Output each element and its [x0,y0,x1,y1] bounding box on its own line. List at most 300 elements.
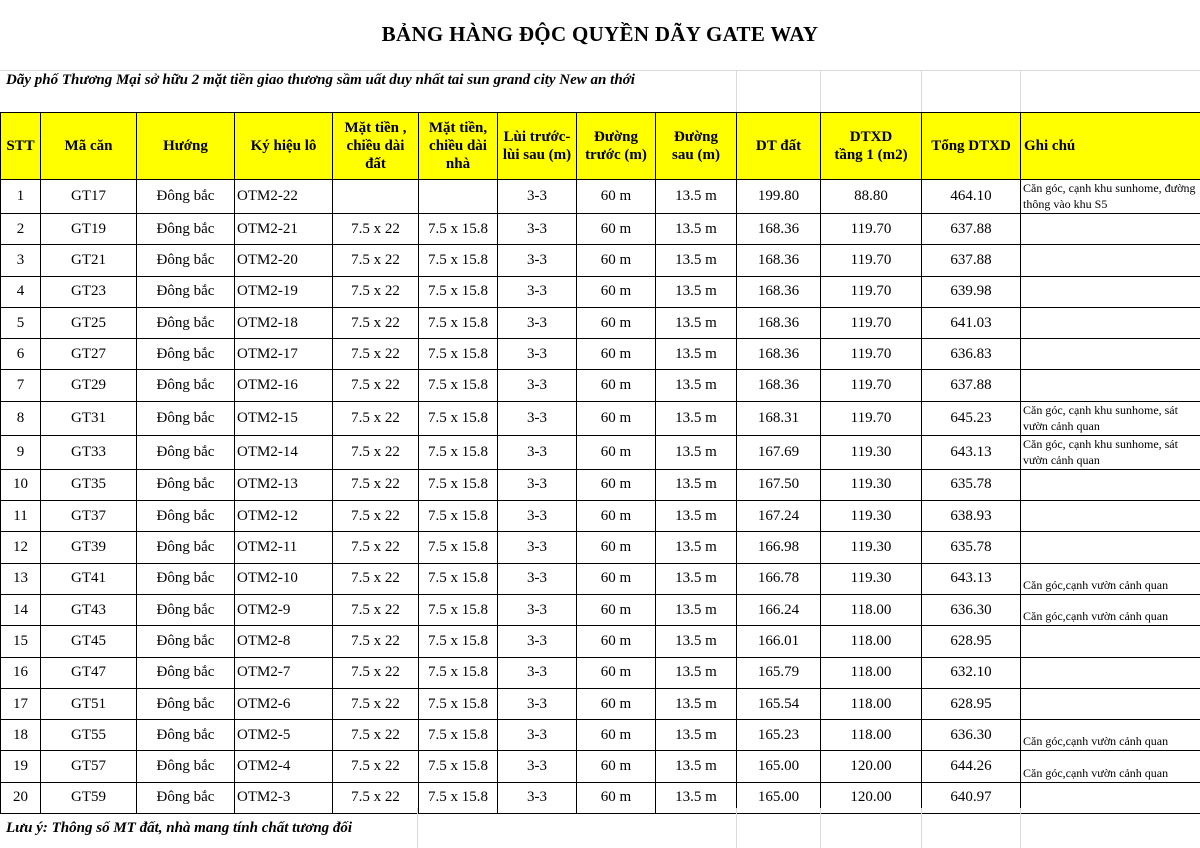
header-dt-dat[interactable]: DT đất [737,113,821,180]
cell-mat-tien-dat[interactable]: 7.5 x 22 [333,594,419,625]
cell-ghi-chu[interactable] [1021,657,1200,688]
cell-duong-truoc[interactable]: 60 m [577,276,656,307]
cell-mat-tien-nha[interactable]: 7.5 x 15.8 [419,532,498,563]
gridline [1020,70,1021,112]
cell-lui[interactable]: 3-3 [498,214,577,245]
header-line: Đường [594,129,638,145]
cell-duong-truoc[interactable]: 60 m [577,180,656,214]
cell-mat-tien-dat[interactable]: 7.5 x 22 [333,657,419,688]
cell-duong-truoc[interactable]: 60 m [577,469,656,500]
cell-mat-tien-dat[interactable]: 7.5 x 22 [333,501,419,532]
cell-lui[interactable]: 3-3 [498,501,577,532]
cell-duong-truoc[interactable]: 60 m [577,401,656,435]
table-row [1,435,1200,469]
header-duong-truoc[interactable] [577,113,656,180]
cell-mat-tien-nha[interactable]: 7.5 x 15.8 [419,469,498,500]
cell-duong-sau[interactable]: 13.5 m [656,469,737,500]
cell-duong-truoc[interactable]: 60 m [577,435,656,469]
cell-duong-sau[interactable]: 13.5 m [656,339,737,370]
cell-ma-can[interactable]: GT41 [41,563,137,594]
cell-ghi-chu[interactable]: Căn góc,cạnh vườn cảnh quan [1021,751,1200,782]
cell-tong-dtxd[interactable]: 641.03 [922,307,1021,338]
table-row [1,626,1200,657]
cell-mat-tien-nha[interactable]: 7.5 x 15.8 [419,751,498,782]
cell-huong[interactable]: Đông bắc [137,720,235,751]
cell-ghi-chu[interactable] [1021,339,1200,370]
cell-ky-hieu[interactable]: OTM2-12 [235,501,333,532]
header-ma-can[interactable]: Mã căn [41,113,137,180]
cell-duong-truoc[interactable]: 60 m [577,307,656,338]
cell-tong-dtxd[interactable]: 464.10 [922,180,1021,214]
cell-ma-can[interactable]: GT23 [41,276,137,307]
header-tong-dtxd[interactable]: Tổng DTXD [922,113,1021,180]
cell-tong-dtxd[interactable]: 635.78 [922,469,1021,500]
cell-stt[interactable]: 12 [1,532,41,563]
cell-mat-tien-dat[interactable]: 7.5 x 22 [333,339,419,370]
header-stt[interactable]: STT [1,113,41,180]
cell-ky-hieu[interactable]: OTM2-14 [235,435,333,469]
cell-dtxd[interactable]: 119.70 [821,370,922,401]
cell-lui[interactable]: 3-3 [498,245,577,276]
cell-duong-truoc[interactable]: 60 m [577,501,656,532]
cell-dtxd[interactable]: 119.70 [821,339,922,370]
cell-ghi-chu[interactable] [1021,532,1200,563]
cell-mat-tien-nha[interactable]: 7.5 x 15.8 [419,501,498,532]
table-row [1,688,1200,719]
cell-ky-hieu[interactable]: OTM2-9 [235,594,333,625]
cell-ma-can[interactable]: GT21 [41,245,137,276]
cell-mat-tien-nha[interactable]: 7.5 x 15.8 [419,563,498,594]
header-line: Đường [674,129,718,145]
header-line: chiều dài [346,138,405,154]
cell-dt-dat[interactable]: 168.36 [737,370,821,401]
cell-lui[interactable]: 3-3 [498,435,577,469]
cell-duong-truoc[interactable]: 60 m [577,751,656,782]
cell-ky-hieu[interactable]: OTM2-20 [235,245,333,276]
cell-mat-tien-nha[interactable]: 7.5 x 15.8 [419,657,498,688]
cell-lui[interactable]: 3-3 [498,401,577,435]
cell-duong-truoc[interactable]: 60 m [577,214,656,245]
cell-ma-can[interactable]: GT59 [41,782,137,813]
cell-duong-sau[interactable]: 13.5 m [656,563,737,594]
cell-ma-can[interactable]: GT27 [41,339,137,370]
cell-stt[interactable]: 8 [1,401,41,435]
cell-dtxd[interactable]: 119.30 [821,501,922,532]
cell-ky-hieu[interactable]: OTM2-5 [235,720,333,751]
cell-duong-sau[interactable]: 13.5 m [656,532,737,563]
cell-dt-dat[interactable]: 165.54 [737,688,821,719]
table-row [1,594,1200,625]
cell-ky-hieu[interactable]: OTM2-19 [235,276,333,307]
cell-huong[interactable]: Đông bắc [137,594,235,625]
cell-ghi-chu[interactable] [1021,245,1200,276]
cell-dtxd[interactable]: 120.00 [821,782,922,813]
cell-lui[interactable]: 3-3 [498,657,577,688]
cell-lui[interactable]: 3-3 [498,626,577,657]
cell-ghi-chu[interactable] [1021,688,1200,719]
table-row [1,751,1200,782]
header-line: Lùi trước- [503,129,571,145]
cell-mat-tien-nha[interactable]: 7.5 x 15.8 [419,307,498,338]
cell-huong[interactable]: Đông bắc [137,688,235,719]
cell-duong-sau[interactable]: 13.5 m [656,370,737,401]
cell-dt-dat[interactable]: 166.98 [737,532,821,563]
cell-dtxd[interactable]: 119.70 [821,245,922,276]
cell-ky-hieu[interactable]: OTM2-10 [235,563,333,594]
cell-duong-truoc[interactable]: 60 m [577,370,656,401]
cell-ghi-chu[interactable] [1021,276,1200,307]
cell-huong[interactable]: Đông bắc [137,435,235,469]
cell-huong[interactable]: Đông bắc [137,214,235,245]
gridline [820,70,821,112]
cell-mat-tien-nha[interactable]: 7.5 x 15.8 [419,782,498,813]
header-line: trước (m) [585,147,647,163]
cell-ky-hieu[interactable]: OTM2-6 [235,688,333,719]
cell-ky-hieu[interactable]: OTM2-15 [235,401,333,435]
table-body [1,180,1200,814]
cell-mat-tien-dat[interactable]: 7.5 x 22 [333,720,419,751]
cell-duong-truoc[interactable]: 60 m [577,563,656,594]
cell-lui[interactable]: 3-3 [498,688,577,719]
cell-tong-dtxd[interactable]: 643.13 [922,435,1021,469]
cell-dtxd[interactable]: 118.00 [821,720,922,751]
cell-dt-dat[interactable]: 166.24 [737,594,821,625]
cell-tong-dtxd[interactable]: 632.10 [922,657,1021,688]
cell-dt-dat[interactable]: 168.36 [737,245,821,276]
table-row [1,469,1200,500]
cell-mat-tien-dat[interactable]: 7.5 x 22 [333,276,419,307]
cell-ma-can[interactable]: GT57 [41,751,137,782]
cell-huong[interactable]: Đông bắc [137,307,235,338]
cell-tong-dtxd[interactable]: 639.98 [922,276,1021,307]
cell-stt[interactable]: 7 [1,370,41,401]
header-line: tầng 1 (m2) [834,147,908,163]
cell-dtxd[interactable]: 120.00 [821,751,922,782]
header-huong[interactable]: Hướng [137,113,235,180]
header-line: chiều dài [429,138,487,154]
cell-mat-tien-nha[interactable]: 7.5 x 15.8 [419,688,498,719]
cell-huong[interactable]: Đông bắc [137,339,235,370]
cell-ghi-chu[interactable] [1021,370,1200,401]
cell-huong[interactable]: Đông bắc [137,532,235,563]
cell-stt[interactable]: 19 [1,751,41,782]
cell-mat-tien-nha[interactable] [419,180,498,214]
cell-mat-tien-dat[interactable] [333,180,419,214]
cell-duong-sau[interactable]: 13.5 m [656,594,737,625]
cell-stt[interactable]: 20 [1,782,41,813]
cell-tong-dtxd[interactable]: 644.26 [922,751,1021,782]
cell-mat-tien-dat[interactable]: 7.5 x 22 [333,563,419,594]
header-mat-tien-nha[interactable] [419,113,498,180]
cell-stt[interactable]: 5 [1,307,41,338]
cell-ma-can[interactable]: GT31 [41,401,137,435]
cell-mat-tien-nha[interactable]: 7.5 x 15.8 [419,214,498,245]
header-dtxd[interactable] [821,113,922,180]
cell-ma-can[interactable]: GT43 [41,594,137,625]
cell-tong-dtxd[interactable]: 637.88 [922,370,1021,401]
inventory-table [0,112,1200,814]
cell-ghi-chu[interactable]: Căn góc, cạnh khu sunhome, sát vườn cảnh quan [1021,435,1200,469]
cell-ky-hieu[interactable]: OTM2-16 [235,370,333,401]
cell-huong[interactable]: Đông bắc [137,751,235,782]
cell-huong[interactable]: Đông bắc [137,180,235,214]
cell-duong-sau[interactable]: 13.5 m [656,501,737,532]
cell-duong-sau[interactable]: 13.5 m [656,720,737,751]
cell-ma-can[interactable]: GT35 [41,469,137,500]
cell-stt[interactable]: 4 [1,276,41,307]
cell-lui[interactable]: 3-3 [498,594,577,625]
cell-duong-sau[interactable]: 13.5 m [656,401,737,435]
cell-dtxd[interactable]: 119.30 [821,469,922,500]
cell-lui[interactable]: 3-3 [498,307,577,338]
title-row [0,0,1200,71]
cell-tong-dtxd[interactable]: 645.23 [922,401,1021,435]
cell-dtxd[interactable]: 118.00 [821,657,922,688]
cell-duong-sau[interactable]: 13.5 m [656,307,737,338]
cell-ghi-chu[interactable]: Căn góc,cạnh vườn cảnh quan [1021,594,1200,625]
cell-dt-dat[interactable]: 165.00 [737,751,821,782]
cell-mat-tien-nha[interactable]: 7.5 x 15.8 [419,370,498,401]
cell-stt[interactable]: 13 [1,563,41,594]
cell-ghi-chu[interactable]: Căn góc, cạnh khu sunhome, đường thông vào khu S5 [1021,180,1200,214]
cell-duong-sau[interactable]: 13.5 m [656,435,737,469]
cell-tong-dtxd[interactable]: 636.83 [922,339,1021,370]
cell-ky-hieu[interactable]: OTM2-3 [235,782,333,813]
cell-stt[interactable]: 1 [1,180,41,214]
cell-ma-can[interactable]: GT51 [41,688,137,719]
cell-ky-hieu[interactable]: OTM2-13 [235,469,333,500]
cell-mat-tien-dat[interactable]: 7.5 x 22 [333,435,419,469]
cell-duong-truoc[interactable]: 60 m [577,594,656,625]
cell-mat-tien-nha[interactable]: 7.5 x 15.8 [419,594,498,625]
cell-duong-truoc[interactable]: 60 m [577,532,656,563]
cell-duong-truoc[interactable]: 60 m [577,720,656,751]
cell-mat-tien-nha[interactable]: 7.5 x 15.8 [419,626,498,657]
header-line: Mặt tiền, [428,120,488,136]
cell-duong-sau[interactable]: 13.5 m [656,276,737,307]
cell-ma-can[interactable]: GT29 [41,370,137,401]
cell-lui[interactable]: 3-3 [498,180,577,214]
cell-duong-sau[interactable]: 13.5 m [656,751,737,782]
cell-huong[interactable]: Đông bắc [137,782,235,813]
cell-ghi-chu[interactable] [1021,626,1200,657]
cell-mat-tien-dat[interactable]: 7.5 x 22 [333,245,419,276]
cell-huong[interactable]: Đông bắc [137,563,235,594]
cell-ghi-chu[interactable] [1021,307,1200,338]
cell-tong-dtxd[interactable]: 635.78 [922,532,1021,563]
cell-dt-dat[interactable]: 166.78 [737,563,821,594]
cell-duong-truoc[interactable]: 60 m [577,688,656,719]
cell-tong-dtxd[interactable]: 637.88 [922,245,1021,276]
cell-mat-tien-dat[interactable]: 7.5 x 22 [333,751,419,782]
header-ghi-chu[interactable]: Ghi chú [1021,113,1200,180]
cell-ky-hieu[interactable]: OTM2-22 [235,180,333,214]
cell-dtxd[interactable]: 119.70 [821,214,922,245]
header-mat-tien-dat[interactable] [333,113,419,180]
cell-duong-truoc[interactable]: 60 m [577,626,656,657]
cell-duong-sau[interactable]: 13.5 m [656,688,737,719]
cell-lui[interactable]: 3-3 [498,751,577,782]
cell-lui[interactable]: 3-3 [498,276,577,307]
cell-ky-hieu[interactable]: OTM2-17 [235,339,333,370]
cell-stt[interactable]: 17 [1,688,41,719]
cell-duong-sau[interactable]: 13.5 m [656,626,737,657]
cell-dtxd[interactable]: 119.30 [821,563,922,594]
cell-lui[interactable]: 3-3 [498,339,577,370]
header-duong-sau[interactable] [656,113,737,180]
cell-dtxd[interactable]: 119.30 [821,532,922,563]
cell-stt[interactable]: 18 [1,720,41,751]
cell-dtxd[interactable]: 119.30 [821,435,922,469]
cell-huong[interactable]: Đông bắc [137,245,235,276]
cell-tong-dtxd[interactable]: 640.97 [922,782,1021,813]
cell-mat-tien-nha[interactable]: 7.5 x 15.8 [419,245,498,276]
cell-ky-hieu[interactable]: OTM2-7 [235,657,333,688]
cell-duong-truoc[interactable]: 60 m [577,782,656,813]
header-ky-hieu[interactable]: Ký hiệu lô [235,113,333,180]
cell-ma-can[interactable]: GT17 [41,180,137,214]
cell-ma-can[interactable]: GT25 [41,307,137,338]
cell-ma-can[interactable]: GT47 [41,657,137,688]
cell-tong-dtxd[interactable]: 636.30 [922,594,1021,625]
cell-duong-truoc[interactable]: 60 m [577,245,656,276]
cell-mat-tien-dat[interactable]: 7.5 x 22 [333,307,419,338]
cell-ghi-chu[interactable]: Căn góc, cạnh khu sunhome, sát vườn cảnh quan [1021,401,1200,435]
cell-lui[interactable]: 3-3 [498,563,577,594]
cell-duong-sau[interactable]: 13.5 m [656,214,737,245]
cell-dt-dat[interactable]: 165.23 [737,720,821,751]
table-row [1,401,1200,435]
cell-mat-tien-dat[interactable]: 7.5 x 22 [333,532,419,563]
cell-ghi-chu[interactable] [1021,501,1200,532]
cell-dtxd[interactable]: 118.00 [821,594,922,625]
cell-dt-dat[interactable]: 168.36 [737,276,821,307]
cell-ghi-chu[interactable] [1021,214,1200,245]
cell-mat-tien-dat[interactable]: 7.5 x 22 [333,688,419,719]
table-row [1,245,1200,276]
cell-tong-dtxd[interactable]: 643.13 [922,563,1021,594]
cell-mat-tien-dat[interactable]: 7.5 x 22 [333,626,419,657]
cell-stt[interactable]: 15 [1,626,41,657]
cell-dtxd[interactable]: 88.80 [821,180,922,214]
cell-stt[interactable]: 11 [1,501,41,532]
cell-dt-dat[interactable]: 199.80 [737,180,821,214]
cell-stt[interactable]: 16 [1,657,41,688]
cell-ky-hieu[interactable]: OTM2-21 [235,214,333,245]
table-row [1,307,1200,338]
cell-lui[interactable]: 3-3 [498,469,577,500]
cell-huong[interactable]: Đông bắc [137,370,235,401]
cell-dtxd[interactable]: 119.70 [821,307,922,338]
cell-duong-truoc[interactable]: 60 m [577,657,656,688]
cell-duong-sau[interactable]: 13.5 m [656,180,737,214]
header-lui[interactable] [498,113,577,180]
gridline [820,808,821,848]
cell-ky-hieu[interactable]: OTM2-11 [235,532,333,563]
cell-ma-can[interactable]: GT39 [41,532,137,563]
cell-huong[interactable]: Đông bắc [137,469,235,500]
cell-mat-tien-nha[interactable]: 7.5 x 15.8 [419,435,498,469]
cell-mat-tien-nha[interactable]: 7.5 x 15.8 [419,276,498,307]
cell-ma-can[interactable]: GT37 [41,501,137,532]
cell-ghi-chu[interactable]: Căn góc,cạnh vườn cảnh quan [1021,563,1200,594]
cell-mat-tien-dat[interactable]: 7.5 x 22 [333,782,419,813]
cell-duong-sau[interactable]: 13.5 m [656,782,737,813]
cell-stt[interactable]: 10 [1,469,41,500]
cell-tong-dtxd[interactable]: 628.95 [922,626,1021,657]
cell-dt-dat[interactable]: 168.36 [737,214,821,245]
cell-dtxd[interactable]: 118.00 [821,626,922,657]
cell-duong-sau[interactable]: 13.5 m [656,657,737,688]
cell-stt[interactable]: 2 [1,214,41,245]
cell-dt-dat[interactable]: 165.79 [737,657,821,688]
cell-huong[interactable]: Đông bắc [137,401,235,435]
cell-ky-hieu[interactable]: OTM2-4 [235,751,333,782]
cell-ma-can[interactable]: GT45 [41,626,137,657]
cell-mat-tien-nha[interactable]: 7.5 x 15.8 [419,720,498,751]
cell-mat-tien-nha[interactable]: 7.5 x 15.8 [419,339,498,370]
cell-tong-dtxd[interactable]: 628.95 [922,688,1021,719]
cell-stt[interactable]: 9 [1,435,41,469]
cell-stt[interactable]: 6 [1,339,41,370]
cell-huong[interactable]: Đông bắc [137,276,235,307]
header-line: sau (m) [672,147,720,163]
cell-dt-dat[interactable]: 165.00 [737,782,821,813]
cell-ky-hieu[interactable]: OTM2-8 [235,626,333,657]
cell-mat-tien-dat[interactable]: 7.5 x 22 [333,370,419,401]
cell-huong[interactable]: Đông bắc [137,501,235,532]
gridline [417,808,418,848]
cell-mat-tien-dat[interactable]: 7.5 x 22 [333,401,419,435]
cell-ghi-chu[interactable]: Căn góc,cạnh vườn cảnh quan [1021,720,1200,751]
cell-dt-dat[interactable]: 166.01 [737,626,821,657]
cell-lui[interactable]: 3-3 [498,782,577,813]
cell-ghi-chu[interactable] [1021,469,1200,500]
cell-dt-dat[interactable]: 168.36 [737,339,821,370]
cell-stt[interactable]: 3 [1,245,41,276]
cell-dt-dat[interactable]: 167.24 [737,501,821,532]
cell-lui[interactable]: 3-3 [498,720,577,751]
cell-mat-tien-dat[interactable]: 7.5 x 22 [333,214,419,245]
cell-dtxd[interactable]: 119.70 [821,401,922,435]
cell-ma-can[interactable]: GT33 [41,435,137,469]
cell-tong-dtxd[interactable]: 637.88 [922,214,1021,245]
cell-ma-can[interactable]: GT55 [41,720,137,751]
cell-dt-dat[interactable]: 168.36 [737,307,821,338]
cell-mat-tien-nha[interactable]: 7.5 x 15.8 [419,401,498,435]
cell-dt-dat[interactable]: 168.31 [737,401,821,435]
cell-ma-can[interactable]: GT19 [41,214,137,245]
cell-dt-dat[interactable]: 167.69 [737,435,821,469]
cell-lui[interactable]: 3-3 [498,532,577,563]
cell-stt[interactable]: 14 [1,594,41,625]
cell-huong[interactable]: Đông bắc [137,626,235,657]
cell-dt-dat[interactable]: 167.50 [737,469,821,500]
cell-huong[interactable]: Đông bắc [137,657,235,688]
cell-tong-dtxd[interactable]: 636.30 [922,720,1021,751]
cell-duong-truoc[interactable]: 60 m [577,339,656,370]
cell-dtxd[interactable]: 118.00 [821,688,922,719]
gridline [921,808,922,848]
table-row [1,214,1200,245]
gridline [736,70,737,112]
cell-lui[interactable]: 3-3 [498,370,577,401]
cell-mat-tien-dat[interactable]: 7.5 x 22 [333,469,419,500]
cell-ky-hieu[interactable]: OTM2-18 [235,307,333,338]
cell-tong-dtxd[interactable]: 638.93 [922,501,1021,532]
cell-duong-sau[interactable]: 13.5 m [656,245,737,276]
cell-dtxd[interactable]: 119.70 [821,276,922,307]
